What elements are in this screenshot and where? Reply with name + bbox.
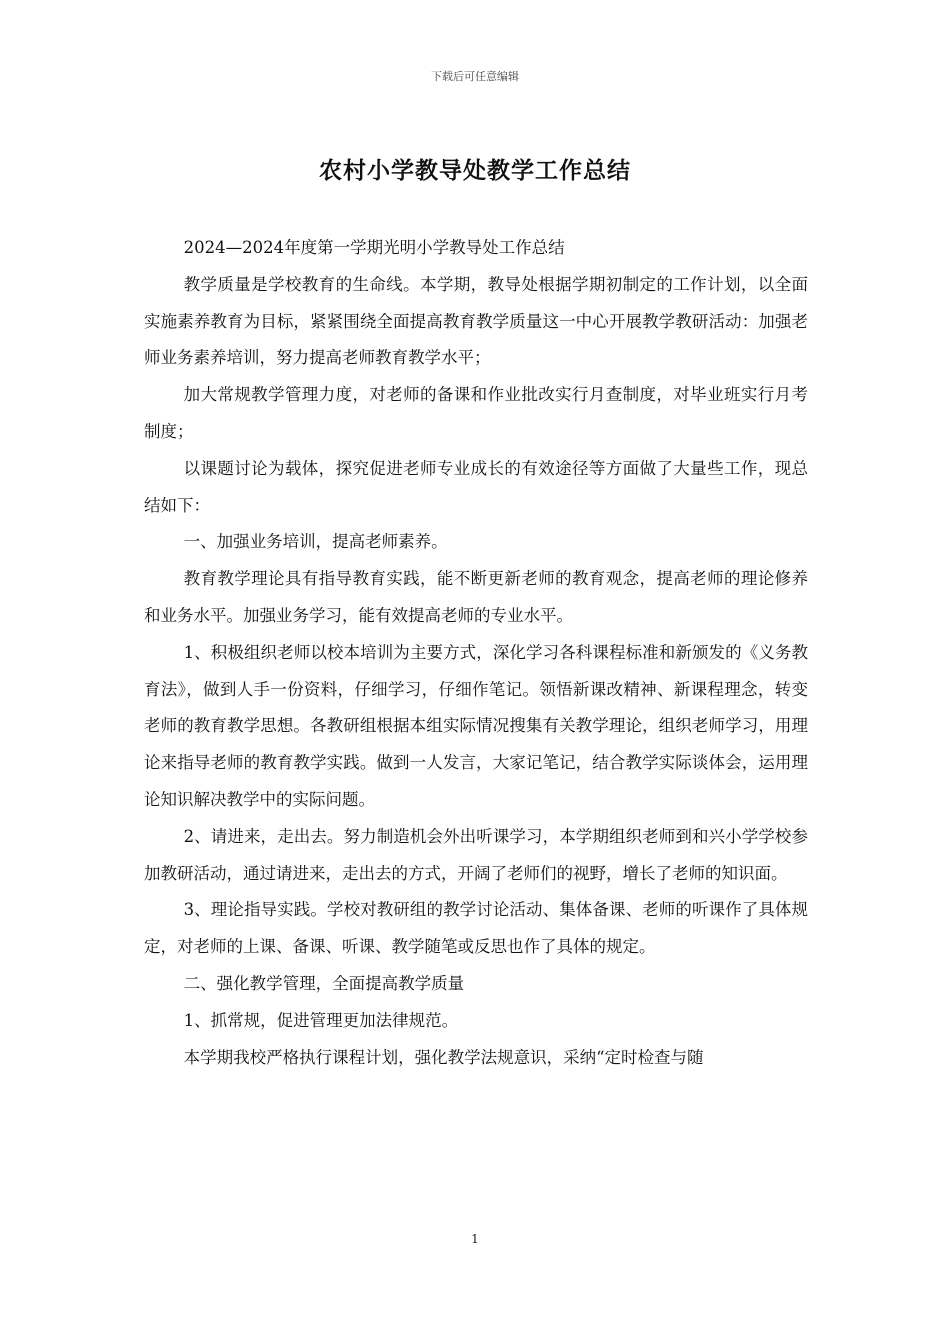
paragraph: 教育教学理论具有指导教育实践，能不断更新老师的教育观念，提高老师的理论修养和业务水平。加强业务学习，能有效提高老师的专业水平。 [144,569,808,625]
document-body [144,230,808,1076]
paragraph: 教学质量是学校教育的生命线。本学期，教导处根据学期初制定的工作计划，以全面实施素养教育为目标，紧紧围绕全面提高教育教学质量这一中心开展教学教研活动：加强老师业务素养培训，努力提高老师教育教学水平； [144,274,808,368]
paragraph: 加大常规教学管理力度，对老师的备课和作业批改实行月查制度，对毕业班实行月考制度； [144,385,808,441]
paragraph: 1、积极组织老师以校本培训为主要方式，深化学习各科课程标准和新颁发的《义务教育法》，做到人手一份资料，仔细学习，仔细作笔记。领悟新课改精神、新课程理念，转变老师的教育教学思想。各教研组根据本组实际情况搜集有关教学理论，组织老师学习，用理论来指导老师的教育教学实践。做到一人发言，大家记笔记，结合教学实际谈体会，运用理论知识解决教学中的实际问题。 [144,642,808,809]
paragraph: 2024—2024年度第一学期光明小学教导处工作总结 [183,238,565,257]
document-title: 农村小学教导处教学工作总结 [319,158,631,184]
header-note: 下载后可任意编辑 [431,70,519,83]
section-heading: 一、加强业务培训，提高老师素养。 [183,532,448,552]
paragraph: 以课题讨论为载体，探究促进老师专业成长的有效途径等方面做了大量些工作，现总结如下： [144,458,808,515]
paragraph: 2、请进来，走出去。努力制造机会外出听课学习，本学期组织老师到和兴小学学校参加教研活动，通过请进来，走出去的方式，开阔了老师们的视野，增长了老师的知识面。 [144,826,808,883]
page-number: 1 [471,1232,479,1246]
paragraph: 本学期我校严格执行课程计划，强化教学法规意识，采纳“定时检查与随 [183,1047,704,1067]
section-heading: 二、强化教学管理，全面提高教学质量 [183,973,465,993]
subsection-heading: 1、抓常规，促进管理更加法律规范。 [183,1010,459,1030]
paragraph: 3、理论指导实践。学校对教研组的教学讨论活动、集体备课、老师的听课作了具体规定，对老师的上课、备课、听课、教学随笔或反思也作了具体的规定。 [144,900,808,957]
